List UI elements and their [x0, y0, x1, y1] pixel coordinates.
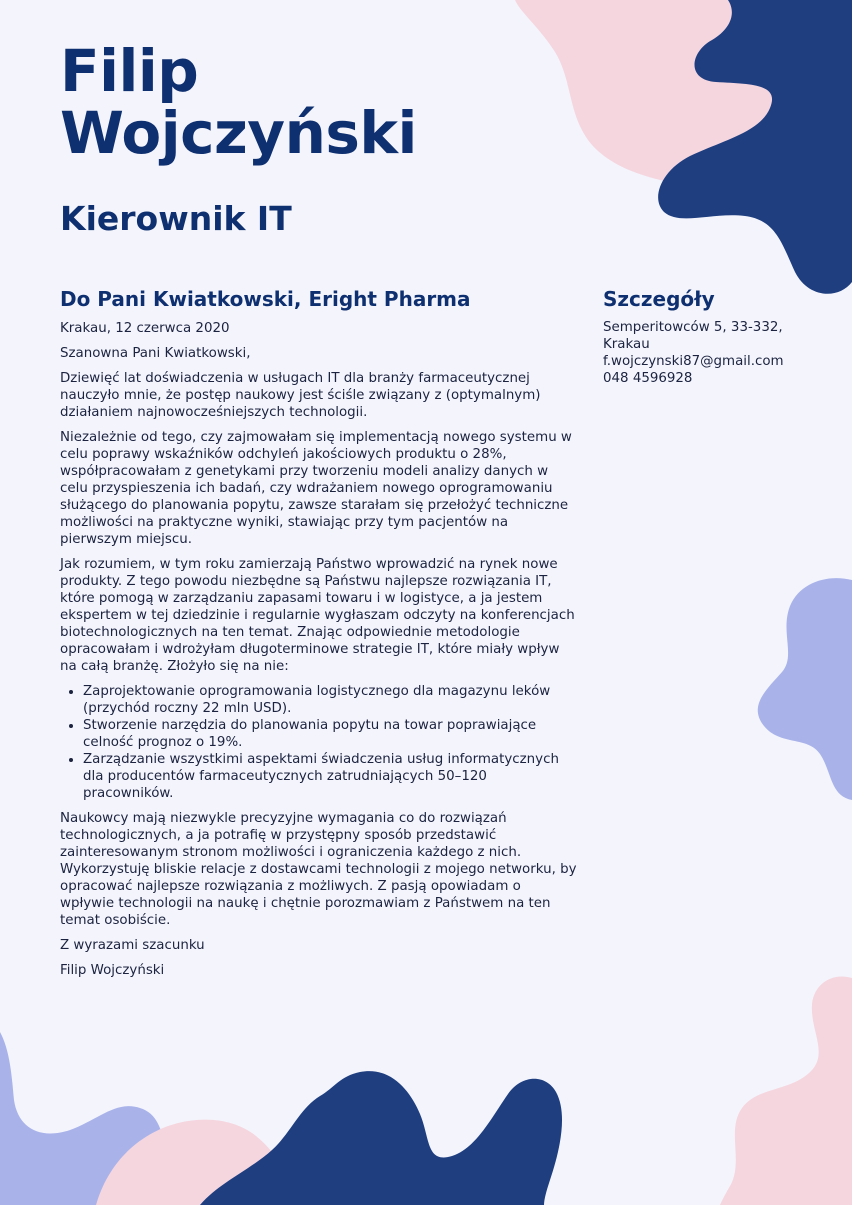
first-name: Filip — [60, 37, 199, 105]
list-item: • Stworzenie narzędzia do planowania popytu na towar poprawiające celność prognoz o 19%. — [83, 717, 578, 751]
last-name: Wojczyński — [60, 99, 417, 167]
details-heading: Szczegóły — [603, 287, 715, 311]
paragraph-closing: Naukowcy mają niezwykle precyzyjne wymagania co do rozwiązań technologicznych, a ja potrafię w przystępny sposób przedstawić zainteresowanym stronom możliwości i ograniczenia każdego z nich. Wykorzystuję bliskie relacje z dostawcami technologii z mojego networku, by opracować najlepsze rozwiązania z możliwych. Z pasją opowiadam o wpływie technologii na naukę i chętnie porozmawiam z Państwem na ten temat osobiście. — [60, 811, 577, 928]
recipient-heading: Do Pani Kwiatkowski, Eright Pharma — [60, 287, 471, 311]
signature: Filip Wojczyński — [60, 963, 165, 978]
paragraph-achievements: Jak rozumiem, w tym roku zamierzają Państwo wprowadzić na rynek nowe produkty. Z tego powodu niezbędne są Państwu najlepsze rozwiązania IT, które pomogą w zarządzaniu zapasami towaru i w logistyce, a ja jestem ekspertem w tej dziedzinie i regularnie wygłaszam odczyty na konferencjach biotechnologicznych na ten temat. Znając odpowiednie metodologie opracowałam i wdrożyłam długoterminowe strategie IT, które miały wpływ na całą branżę. Złożyło się na nie: — [60, 557, 575, 674]
details-section — [603, 286, 823, 387]
paragraph-experience: Niezależnie od tego, czy zajmowałam się implementacją nowego systemu w celu poprawy wskaźników odchyleń jakościowych produktu o 28%, współpracowałam z genetykami przy tworzeniu modeli analizy danych w celu przyspieszenia ich badań, czy wdrażaniem nowego oprogramowaniu służącego do planowania popytu, zawsze starałam się przełożyć techniczne możliwości na praktyczne wyniki, stawiając przy tym pacjentów na pierwszym miejscu. — [60, 430, 572, 547]
date-place: Krakau, 12 czerwca 2020 — [60, 321, 230, 336]
list-item: • Zarządzanie wszystkimi aspektami świadczenia usług informatycznych dla producentów farmaceutycznych zatrudniających 50–120 pracowników. — [83, 751, 578, 802]
list-item: • Zaprojektowanie oprogramowania logistycznego dla magazynu leków (przychód roczny 22 mln USD). — [83, 683, 578, 717]
email-address: f.wojczynski87@gmail.com — [603, 354, 784, 369]
phone-number: 048 4596928 — [603, 371, 693, 386]
letter-body — [60, 286, 578, 987]
address-line-2: Krakau — [603, 337, 650, 352]
lavender-blob-right — [758, 578, 852, 800]
pink-blob-bottom-right — [720, 976, 852, 1205]
achievements-list — [60, 683, 578, 802]
job-title: Kierownik IT — [60, 199, 292, 238]
applicant-name — [60, 37, 417, 167]
sign-off: Z wyrazami szacunku — [60, 938, 205, 953]
salutation: Szanowna Pani Kwiatkowski, — [60, 346, 251, 361]
paragraph-intro: Dziewięć lat doświadczenia w usługach IT dla branży farmaceutycznej nauczyło mnie, że postęp naukowy jest ściśle związany z (optymalnym) działaniem najnowocześniejszych technologii. — [60, 371, 541, 420]
address-line-1: Semperitowców 5, 33-332, — [603, 320, 783, 335]
